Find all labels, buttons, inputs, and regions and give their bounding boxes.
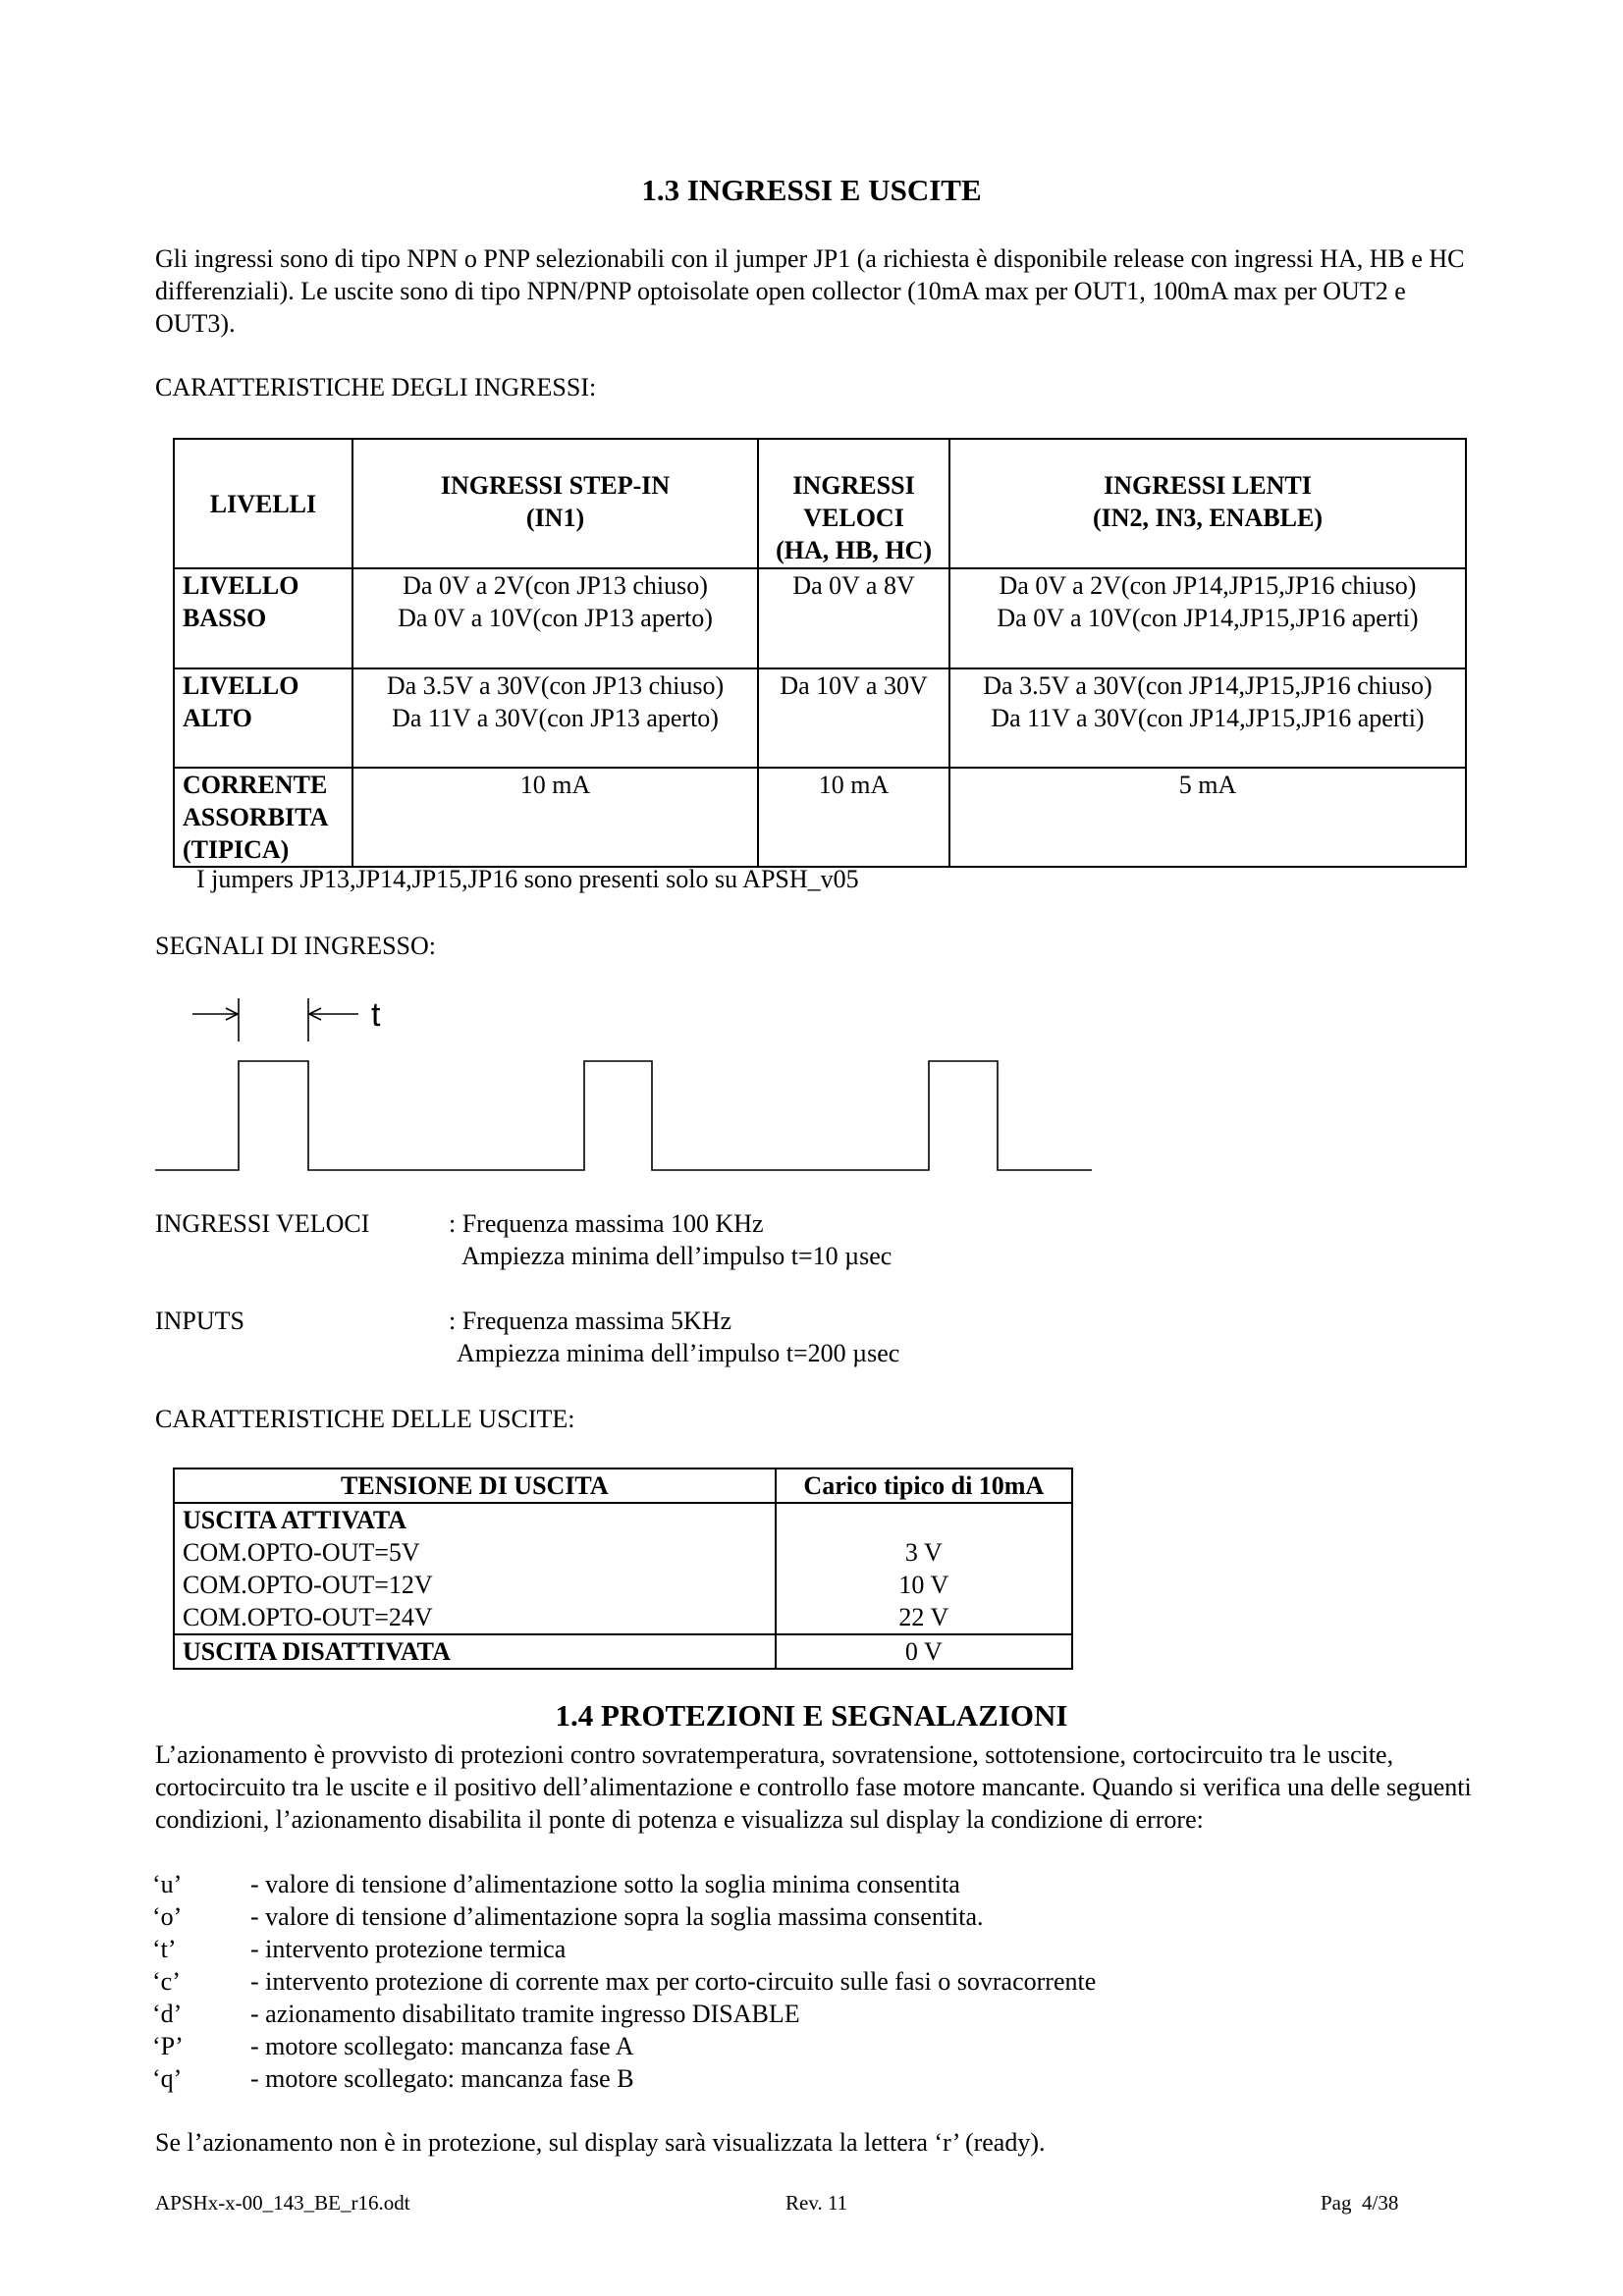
error-code: ‘c’ bbox=[152, 1967, 181, 1996]
outputs-characteristics-heading: CARATTERISTICHE DELLE USCITE: bbox=[155, 1405, 575, 1433]
error-description: - intervento protezione termica bbox=[250, 1935, 567, 1963]
header-fast-inputs: INGRESSI VELOCI (HA, HB, HC) bbox=[758, 439, 949, 568]
cell-high-fast: Da 10V a 30V bbox=[758, 668, 949, 768]
outputs-table bbox=[173, 1468, 1073, 1670]
error-description: - motore scollegato: mancanza fase B bbox=[250, 2064, 634, 2093]
inputs-table-header bbox=[174, 439, 1466, 568]
outputs-active-block bbox=[174, 1503, 1072, 1634]
row-label-low: LIVELLO BASSO bbox=[174, 568, 352, 668]
cell-current-slow: 5 mA bbox=[949, 768, 1466, 867]
footer-revision: Rev. 11 bbox=[785, 2191, 848, 2215]
table-row-high-level bbox=[174, 668, 1466, 768]
ready-note: Se l’azionamento non è in protezione, sul display sarà visualizzata la lettera ‘r’ (ready). bbox=[155, 2128, 1046, 2157]
error-description: - intervento protezione di corrente max per corto-circuito sulle fasi o sovracorrente bbox=[250, 1967, 1097, 1996]
error-description: - valore di tensione d’alimentazione sopra la soglia massima consentita. bbox=[250, 1902, 984, 1931]
pulse-width-label: t bbox=[371, 996, 381, 1034]
cell-current-step-in: 10 mA bbox=[352, 768, 758, 867]
header-step-in: INGRESSI STEP-IN (IN1) bbox=[352, 439, 758, 568]
inputs-characteristics-heading: CARATTERISTICHE DEGLI INGRESSI: bbox=[155, 373, 597, 401]
row-label-high: LIVELLO ALTO bbox=[174, 668, 352, 768]
output-row-value-12v: 10 V bbox=[898, 1571, 949, 1599]
footer-filename: APSHx-x-00_143_BE_r16.odt bbox=[155, 2191, 410, 2215]
output-row-label-5v: COM.OPTO-OUT=5V bbox=[183, 1538, 420, 1567]
table-row-current bbox=[174, 768, 1466, 867]
output-row-value-5v: 3 V bbox=[904, 1538, 943, 1567]
protections-intro: L’azionamento è provvisto di protezioni contro sovratemperatura, sovratensione, sottotensione, cortocircuito tra le uscite, cortocircuito tra le uscite e il positivo dell’alimentazione e controllo fase motore mancante. Quando si verifica una delle seguenti condizioni, l’azionamento disabilita il ponte di potenza e visualizza sul display la condizione di errore: bbox=[155, 1740, 1472, 1834]
inputs-pulse-width: Ampiezza minima dell’impulso t=200 µsec bbox=[457, 1339, 900, 1367]
row-label-current: CORRENTE ASSORBITA (TIPICA) bbox=[174, 768, 352, 867]
footer-page-number: Pag 4/38 bbox=[1321, 2191, 1399, 2215]
fast-inputs-frequency: : Frequenza massima 100 KHz bbox=[449, 1209, 764, 1238]
inputs-outputs-intro: Gli ingressi sono di tipo NPN o PNP selezionabili con il jumper JP1 (a richiesta è disponibile release con ingressi HA, HB e HC differenziali). Le uscite sono di tipo NPN/PNP optoisolate open collector (10mA max per OUT1, 100mA max per OUT2 e OUT3). bbox=[155, 244, 1465, 338]
output-row-value-24v: 22 V bbox=[898, 1603, 949, 1631]
error-code: ‘u’ bbox=[152, 1870, 183, 1898]
cell-current-fast: 10 mA bbox=[758, 768, 949, 867]
jumpers-note: I jumpers JP13,JP14,JP15,JP16 sono presenti solo su APSH_v05 bbox=[196, 865, 859, 893]
fast-inputs-pulse-width: Ampiezza minima dell’impulso t=10 µsec bbox=[461, 1242, 893, 1270]
cell-high-slow: Da 3.5V a 30V(con JP14,JP15,JP16 chiuso) Da 11V a 30V(con JP14,JP15,JP16 aperti) bbox=[949, 668, 1466, 768]
error-description: - azionamento disabilitato tramite ingresso DISABLE bbox=[250, 2000, 800, 2028]
section-title-1-4: 1.4 PROTEZIONI E SEGNALAZIONI bbox=[555, 1698, 1068, 1733]
table-row-low-level bbox=[174, 568, 1466, 668]
section-title-1-3: 1.3 INGRESSI E USCITE bbox=[641, 173, 982, 207]
header-levels: LIVELLI bbox=[174, 439, 352, 568]
output-row-label-12v: COM.OPTO-OUT=12V bbox=[183, 1571, 433, 1599]
inputs-frequency: : Frequenza massima 5KHz bbox=[449, 1307, 732, 1335]
outputs-table-header bbox=[174, 1468, 1072, 1503]
error-code: ‘o’ bbox=[152, 1902, 183, 1931]
cell-high-step-in: Da 3.5V a 30V(con JP13 chiuso) Da 11V a 30V(con JP13 aperto) bbox=[352, 668, 758, 768]
error-code: ‘q’ bbox=[152, 2064, 183, 2093]
input-signals-heading: SEGNALI DI INGRESSO: bbox=[155, 932, 436, 960]
error-code: ‘P’ bbox=[152, 2032, 184, 2060]
header-output-voltage: TENSIONE DI USCITA bbox=[174, 1468, 776, 1503]
input-signal-waveform bbox=[147, 987, 1100, 1183]
inputs-table bbox=[173, 438, 1467, 868]
error-code: ‘t’ bbox=[152, 1935, 177, 1963]
error-description: - valore di tensione d’alimentazione sotto la soglia minima consentita bbox=[250, 1870, 960, 1898]
cell-low-step-in: Da 0V a 2V(con JP13 chiuso) Da 0V a 10V(con JP13 aperto) bbox=[352, 568, 758, 668]
output-inactive-label: USCITA DISATTIVATA bbox=[174, 1634, 776, 1669]
error-description: - motore scollegato: mancanza fase A bbox=[250, 2032, 634, 2060]
output-inactive-value: 0 V bbox=[776, 1634, 1072, 1669]
header-slow-inputs: INGRESSI LENTI (IN2, IN3, ENABLE) bbox=[949, 439, 1466, 568]
output-row-label-24v: COM.OPTO-OUT=24V bbox=[183, 1603, 433, 1631]
fast-inputs-label: INGRESSI VELOCI bbox=[155, 1209, 370, 1238]
header-typical-load: Carico tipico di 10mA bbox=[776, 1468, 1072, 1503]
cell-low-slow: Da 0V a 2V(con JP14,JP15,JP16 chiuso) Da 0V a 10V(con JP14,JP15,JP16 aperti) bbox=[949, 568, 1466, 668]
cell-low-fast: Da 0V a 8V bbox=[758, 568, 949, 668]
outputs-inactive-row bbox=[174, 1634, 1072, 1669]
error-code: ‘d’ bbox=[152, 2000, 183, 2028]
inputs-label: INPUTS bbox=[155, 1307, 245, 1335]
output-active-label: USCITA ATTIVATA bbox=[183, 1506, 407, 1534]
pulse-train bbox=[155, 1061, 1092, 1170]
